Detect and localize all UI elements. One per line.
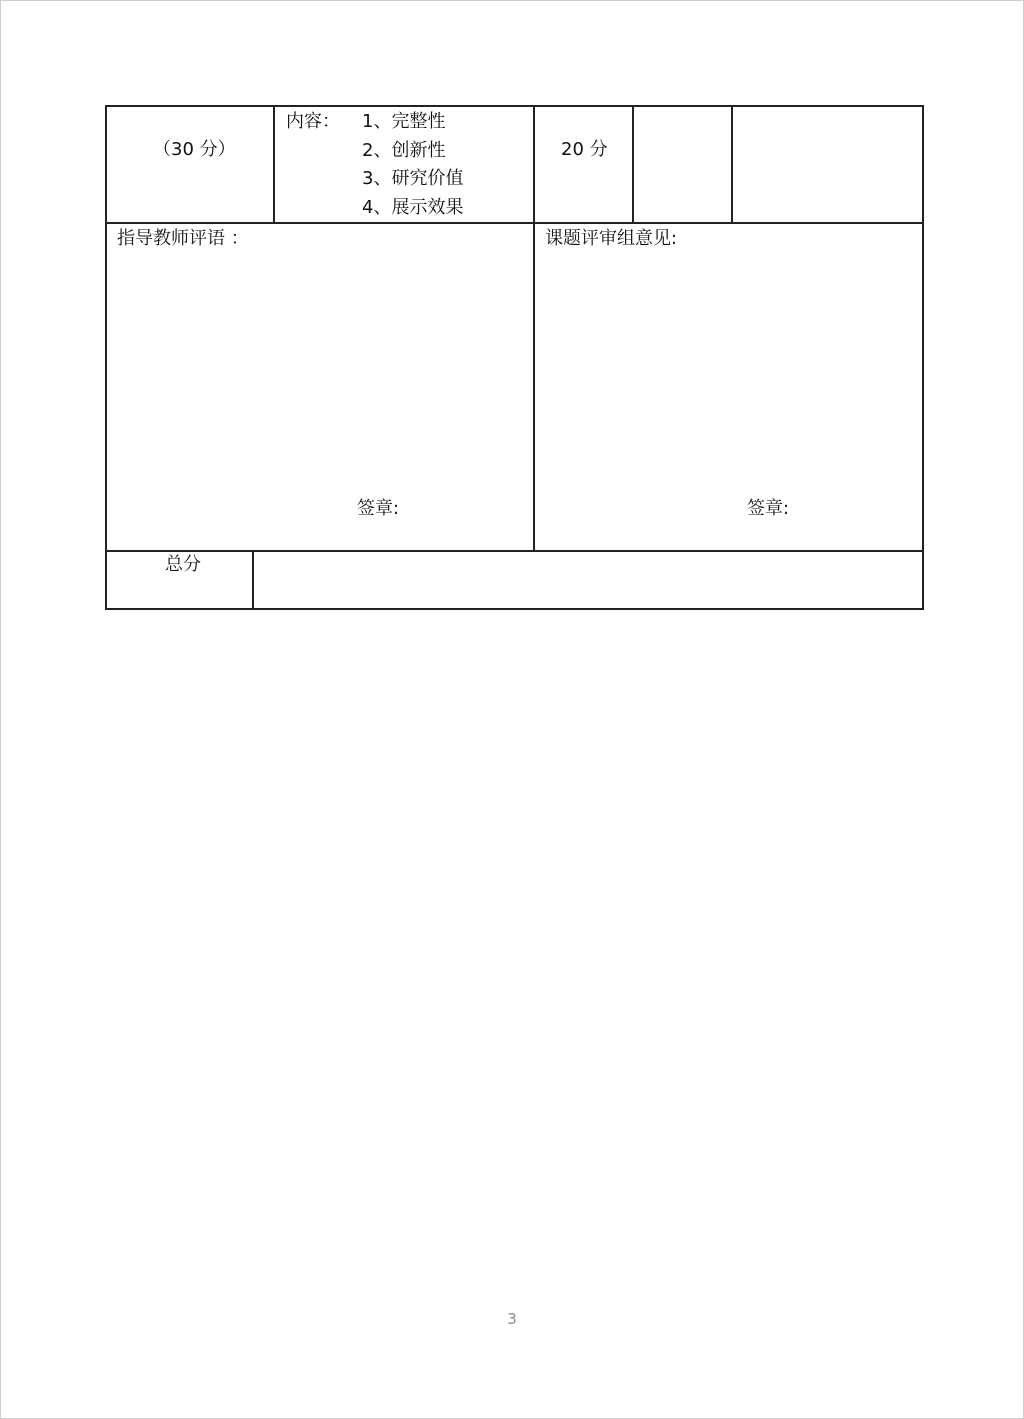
row1-divider-a	[273, 105, 275, 223]
total-score-label: 总分	[165, 554, 201, 575]
row1-divider-b	[533, 105, 535, 223]
criteria-item: 4、展示效果	[362, 197, 464, 218]
row1-divider-c	[632, 105, 634, 223]
table-row-divider-2	[105, 550, 923, 552]
table-border-bottom	[105, 608, 923, 610]
table-border-left	[105, 105, 107, 610]
panel-signature-label: 签章:	[747, 498, 790, 519]
page-number: 3	[507, 1310, 517, 1328]
content-label: 内容：	[286, 111, 340, 132]
panel-opinion-label: 课题评审组意见:	[545, 228, 678, 249]
teacher-comment-label: 指导教师评语 ：	[117, 228, 249, 249]
teacher-signature-label: 签章:	[357, 498, 400, 519]
row2-divider	[533, 222, 535, 551]
row1-divider-d	[731, 105, 733, 223]
points-value: 20 分	[561, 139, 608, 160]
score-weight-label: （30 分）	[153, 139, 236, 160]
table-border-top	[105, 105, 923, 107]
criteria-item: 3、研究价值	[362, 168, 464, 189]
row3-divider	[252, 550, 254, 609]
table-row-divider-1	[105, 222, 923, 224]
criteria-item: 2、创新性	[362, 140, 446, 161]
criteria-item: 1、完整性	[362, 111, 446, 132]
table-border-right	[922, 105, 924, 610]
